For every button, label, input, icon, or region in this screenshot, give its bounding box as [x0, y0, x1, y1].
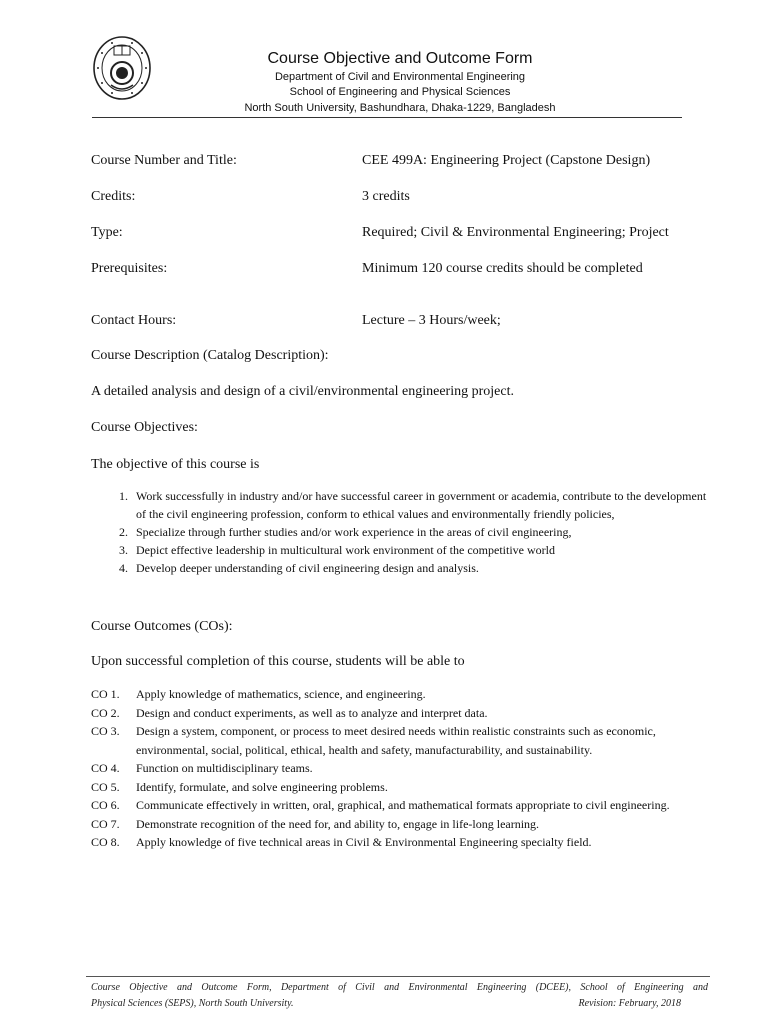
list-item	[91, 704, 691, 723]
info-label-contact-hours: Contact Hours:	[91, 313, 177, 328]
outcomes-list	[91, 685, 691, 852]
objectives-heading: Course Objectives:	[91, 420, 198, 435]
info-label-prerequisites: Prerequisites:	[91, 261, 168, 276]
info-label-type: Type:	[91, 225, 123, 240]
address-line: North South University, Bashundhara, Dhaka-1229, Bangladesh	[244, 102, 556, 114]
objectives-list	[108, 487, 708, 577]
list-item-text: Design and conduct experiments, as well as to analyze and interpret data.	[136, 705, 488, 720]
page-footer	[91, 980, 708, 1012]
header-divider	[92, 117, 682, 118]
list-item-text: Communicate effectively in written, oral, graphical, and mathematical formats appropriate to civil engineering.	[136, 798, 670, 812]
list-item-number: 1.	[119, 489, 128, 503]
list-item	[91, 759, 691, 778]
list-item	[91, 833, 691, 852]
list-item-text: Apply knowledge of mathematics, science, and engineering.	[136, 687, 426, 701]
form-title: Course Objective and Outcome Form	[267, 50, 533, 67]
list-item-number: CO 5.	[91, 779, 120, 794]
list-item-text: Depict effective leadership in multicultural work environment of the competitive world	[136, 543, 555, 557]
description-text: A detailed analysis and design of a civil/environmental engineering project.	[91, 384, 514, 399]
university-seal-logo	[92, 35, 152, 101]
footer-line-2: Physical Sciences (SEPS), North South University.	[91, 998, 294, 1009]
department-line: Department of Civil and Environmental Engineering	[274, 71, 526, 83]
list-item-number: 4.	[119, 561, 128, 575]
list-item-number: CO 6.	[91, 798, 120, 812]
footer-line-1: Course Objective and Outcome Form, Department of Civil and Environmental Engineering (DCEE), School of Engineering and	[91, 982, 708, 993]
outcomes-heading: Course Outcomes (COs):	[91, 619, 233, 634]
info-label-credits: Credits:	[91, 189, 136, 204]
list-item	[91, 722, 691, 759]
list-item-number: CO 2.	[91, 705, 120, 720]
school-line: School of Engineering and Physical Sciences	[289, 86, 511, 98]
objectives-intro: The objective of this course is	[91, 457, 260, 472]
list-item-text: Specialize through further studies and/or work experience in the areas of civil engineering,	[136, 525, 572, 539]
list-item-number: CO 4.	[91, 761, 120, 775]
list-item	[108, 559, 708, 577]
list-item	[91, 796, 691, 815]
list-item	[108, 487, 708, 523]
list-item	[91, 815, 691, 834]
list-item-number: CO 3.	[91, 724, 120, 738]
list-item-number: CO 7.	[91, 816, 120, 831]
info-value-contact-hours: Lecture – 3 Hours/week;	[362, 313, 501, 328]
footer-divider	[86, 976, 710, 977]
list-item-text: Develop deeper understanding of civil engineering design and analysis.	[136, 561, 479, 575]
list-item-number: 3.	[119, 543, 128, 557]
info-value-type: Required; Civil & Environmental Engineering; Project	[362, 225, 669, 240]
footer-revision: Revision: February, 2018	[578, 998, 681, 1009]
list-item	[108, 523, 708, 541]
list-item-text: Work successfully in industry and/or have successful career in government or academia, contribute to the development of the civil engineering profession, conform to ethical values and environmentally friendly policies,	[136, 489, 707, 521]
list-item	[91, 685, 691, 704]
outcomes-intro: Upon successful completion of this course, students will be able to	[91, 654, 465, 669]
info-value-course-title: CEE 499A: Engineering Project (Capstone Design)	[362, 153, 651, 168]
info-value-credits: 3 credits	[362, 189, 410, 204]
list-item-number: CO 1.	[91, 687, 120, 701]
info-label-course-title: Course Number and Title:	[91, 153, 237, 168]
list-item-text: Identify, formulate, and solve engineering problems.	[136, 779, 388, 794]
list-item-text: Function on multidisciplinary teams.	[136, 761, 313, 775]
list-item	[91, 778, 691, 797]
footer-line-2-row	[91, 996, 708, 1012]
description-heading: Course Description (Catalog Description):	[91, 348, 329, 363]
list-item-number: 2.	[119, 525, 128, 539]
list-item	[108, 541, 708, 559]
list-item-number: CO 8.	[91, 835, 120, 849]
list-item-text: Design a system, component, or process to meet desired needs within realistic constraints such as economic, environmental, social, political, ethical, health and safety, manufacturability, and sustainability.	[136, 724, 656, 757]
list-item-text: Demonstrate recognition of the need for, and ability to, engage in life-long learning.	[136, 816, 540, 831]
info-value-prerequisites: Minimum 120 course credits should be completed	[362, 261, 643, 276]
list-item-text: Apply knowledge of five technical areas in Civil & Environmental Engineering specialty field.	[136, 835, 592, 849]
